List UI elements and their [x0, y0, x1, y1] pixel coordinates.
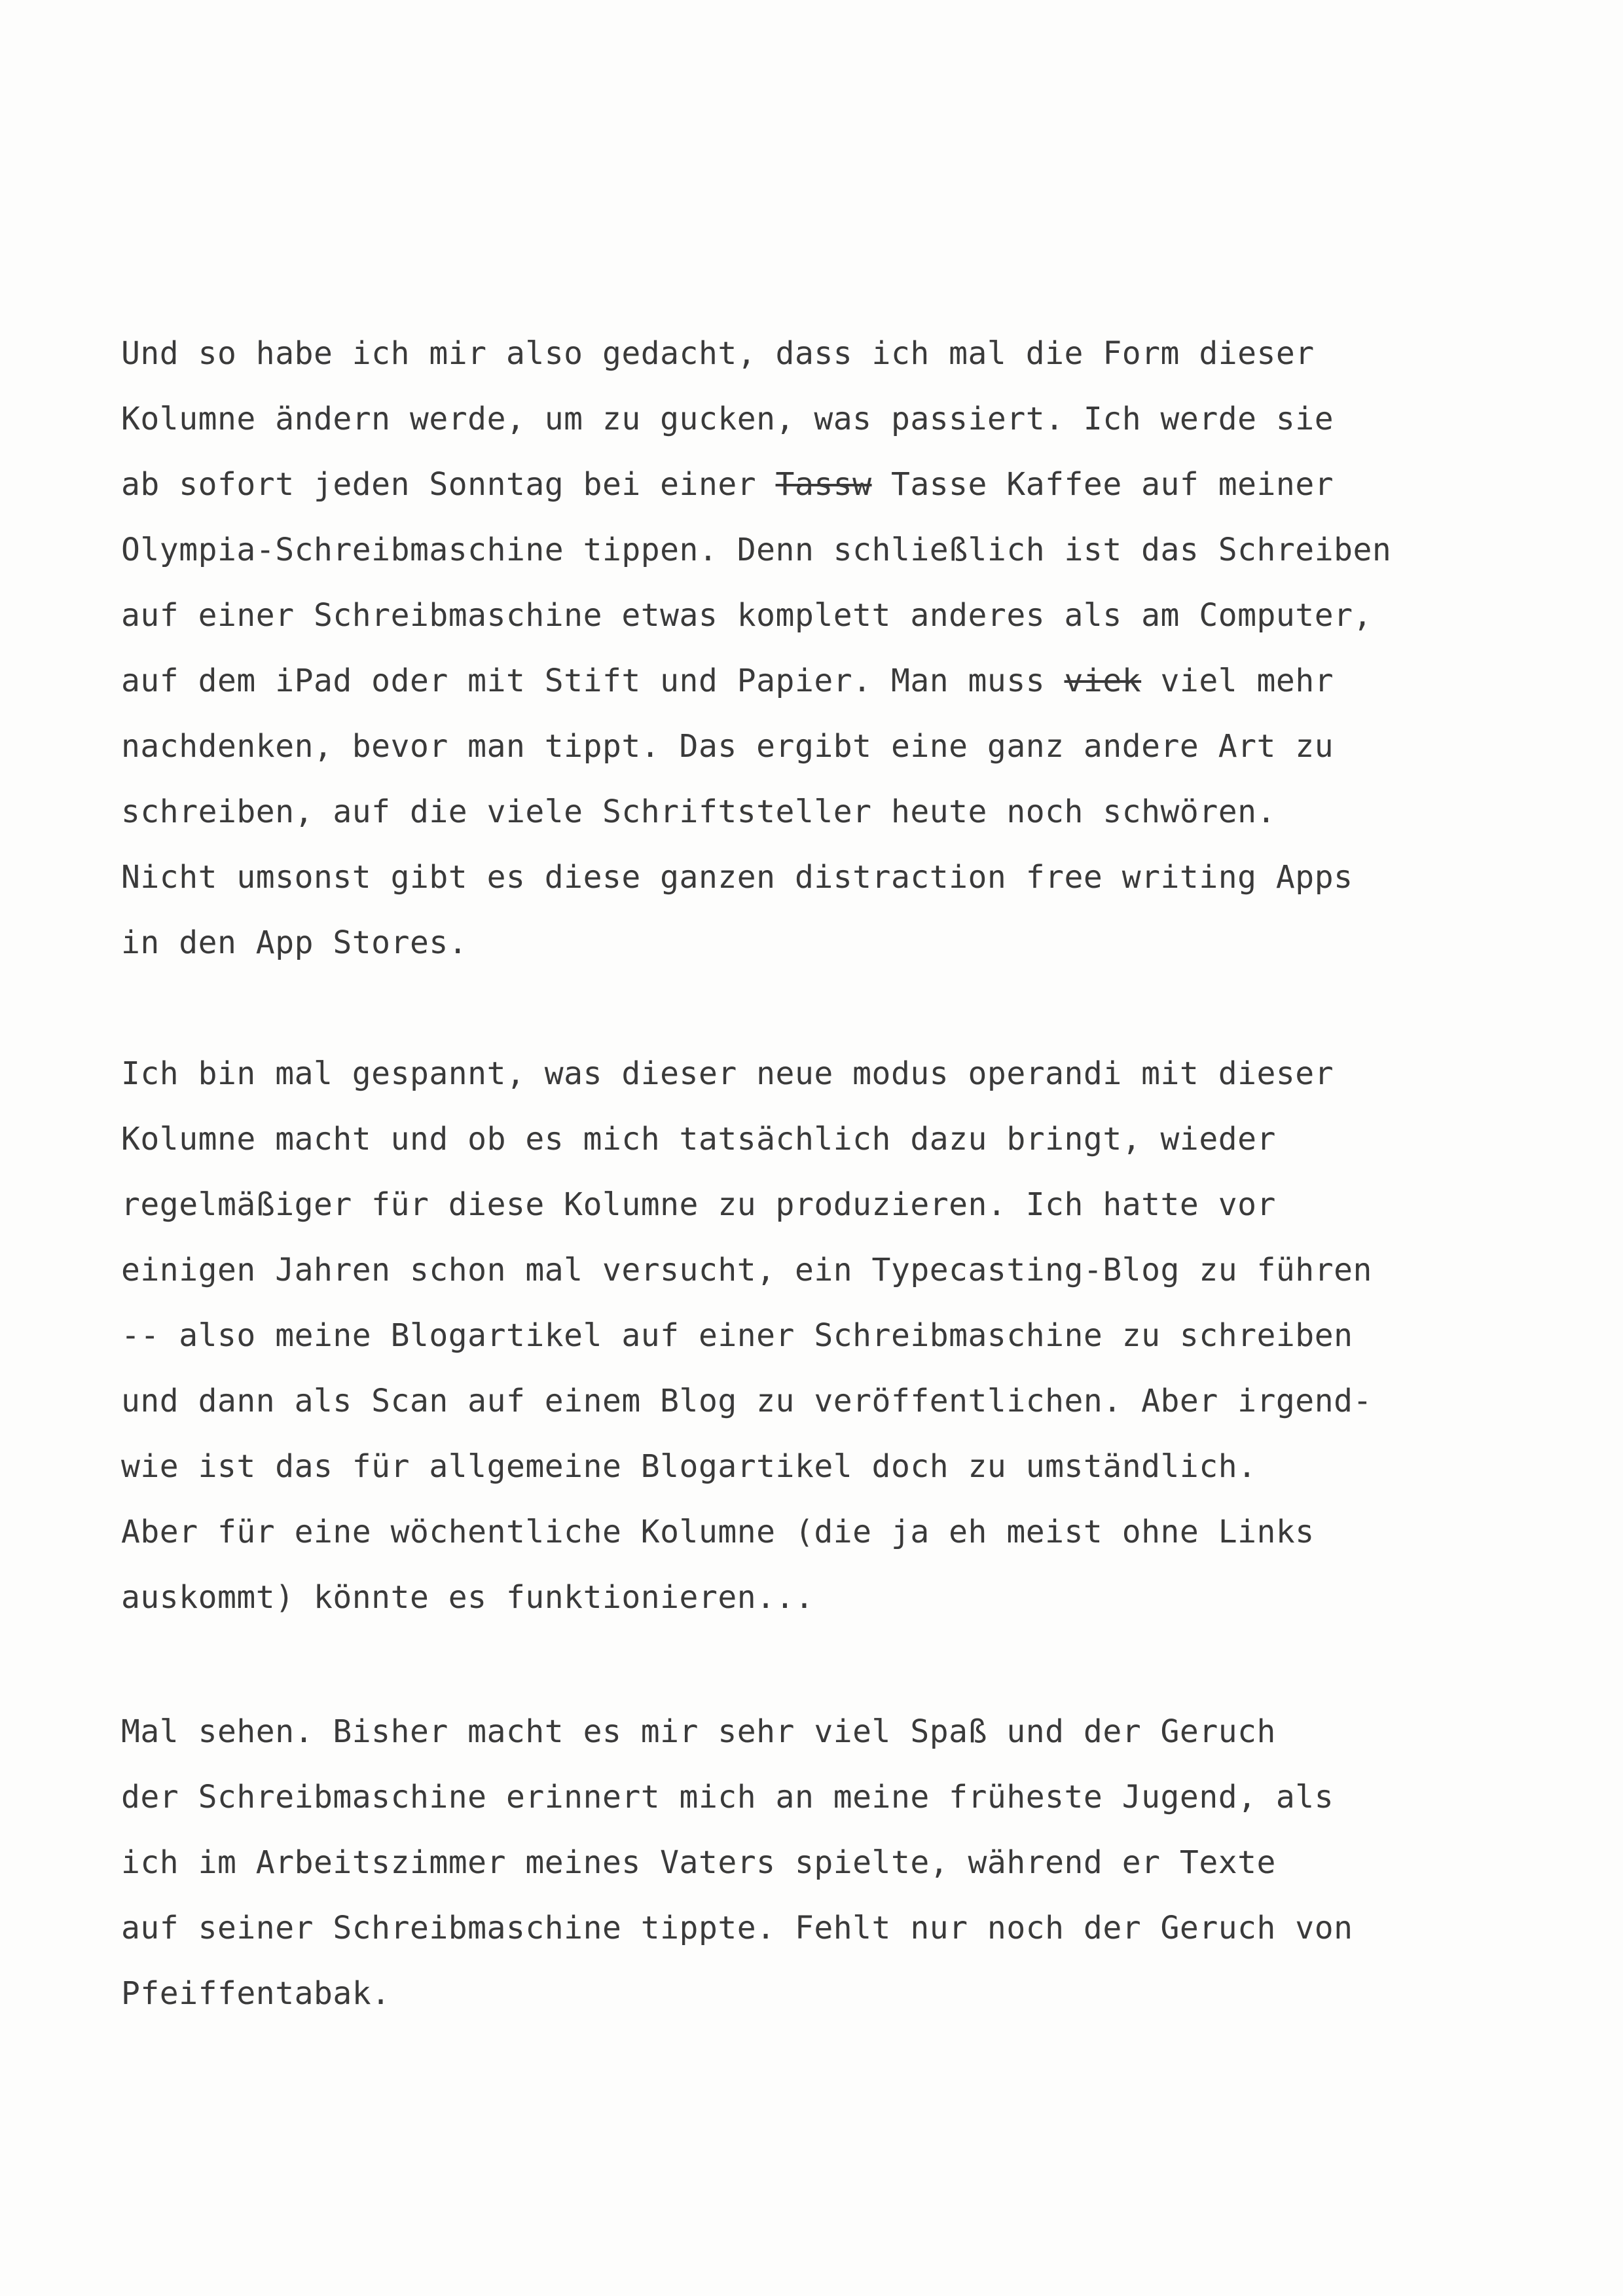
text-line: nachdenken, bevor man tippt. Das ergibt eine ganz andere Art zu: [121, 728, 1334, 765]
text-line: einigen Jahren schon mal versucht, ein Typecasting-Blog zu führen: [121, 1252, 1372, 1288]
text-line: ich im Arbeitszimmer meines Vaters spielte, während er Texte: [121, 1844, 1276, 1881]
text-line: [121, 452, 1529, 517]
text-line: regelmäßiger für diese Kolumne zu produzieren. Ich hatte vor: [121, 1186, 1276, 1223]
text-line: auf einer Schreibmaschine etwas komplett anderes als am Computer,: [121, 597, 1372, 634]
text-line: Nicht umsonst gibt es diese ganzen distraction free writing Apps: [121, 859, 1353, 896]
paragraph-1: [121, 321, 1529, 975]
text-segment: ab sofort jeden Sonntag bei einer: [121, 466, 776, 503]
text-line: Kolumne macht und ob es mich tatsächlich dazu bringt, wieder: [121, 1121, 1276, 1157]
text-segment: viel mehr: [1141, 663, 1334, 699]
text-line: Und so habe ich mir also gedacht, dass ich mal die Form dieser: [121, 335, 1315, 372]
struck-out-word: Tassw: [775, 466, 872, 503]
text-line: wie ist das für allgemeine Blogartikel doch zu umständlich.: [121, 1448, 1257, 1485]
text-line: Mal sehen. Bisher macht es mir sehr viel Spaß und der Geruch: [121, 1713, 1276, 1750]
text-line: Kolumne ändern werde, um zu gucken, was passiert. Ich werde sie: [121, 401, 1334, 437]
text-line: schreiben, auf die viele Schriftsteller heute noch schwören.: [121, 793, 1276, 830]
text-line: Aber für eine wöchentliche Kolumne (die ja eh meist ohne Links: [121, 1514, 1315, 1550]
paragraph-3: [121, 1699, 1529, 2026]
text-line: Olympia-Schreibmaschine tippen. Denn schließlich ist das Schreiben: [121, 532, 1392, 568]
paragraph-2: [121, 1041, 1529, 1630]
text-line: Pfeiffentabak.: [121, 1975, 391, 2012]
text-line: Ich bin mal gespannt, was dieser neue modus operandi mit dieser: [121, 1055, 1334, 1092]
text-line: in den App Stores.: [121, 924, 468, 961]
text-line: -- also meine Blogartikel auf einer Schreibmaschine zu schreiben: [121, 1317, 1353, 1354]
text-line: und dann als Scan auf einem Blog zu veröffentlichen. Aber irgend-: [121, 1383, 1372, 1419]
text-line: auskommt) könnte es funktionieren...: [121, 1579, 814, 1616]
text-line: auf seiner Schreibmaschine tippte. Fehlt nur noch der Geruch von: [121, 1910, 1353, 1946]
struck-out-word: viek: [1064, 663, 1142, 699]
text-line: der Schreibmaschine erinnert mich an meine früheste Jugend, als: [121, 1779, 1334, 1815]
text-line: [121, 648, 1529, 714]
text-segment: Tasse Kaffee auf meiner: [871, 466, 1334, 503]
text-segment: auf dem iPad oder mit Stift und Papier. Man muss: [121, 663, 1065, 699]
